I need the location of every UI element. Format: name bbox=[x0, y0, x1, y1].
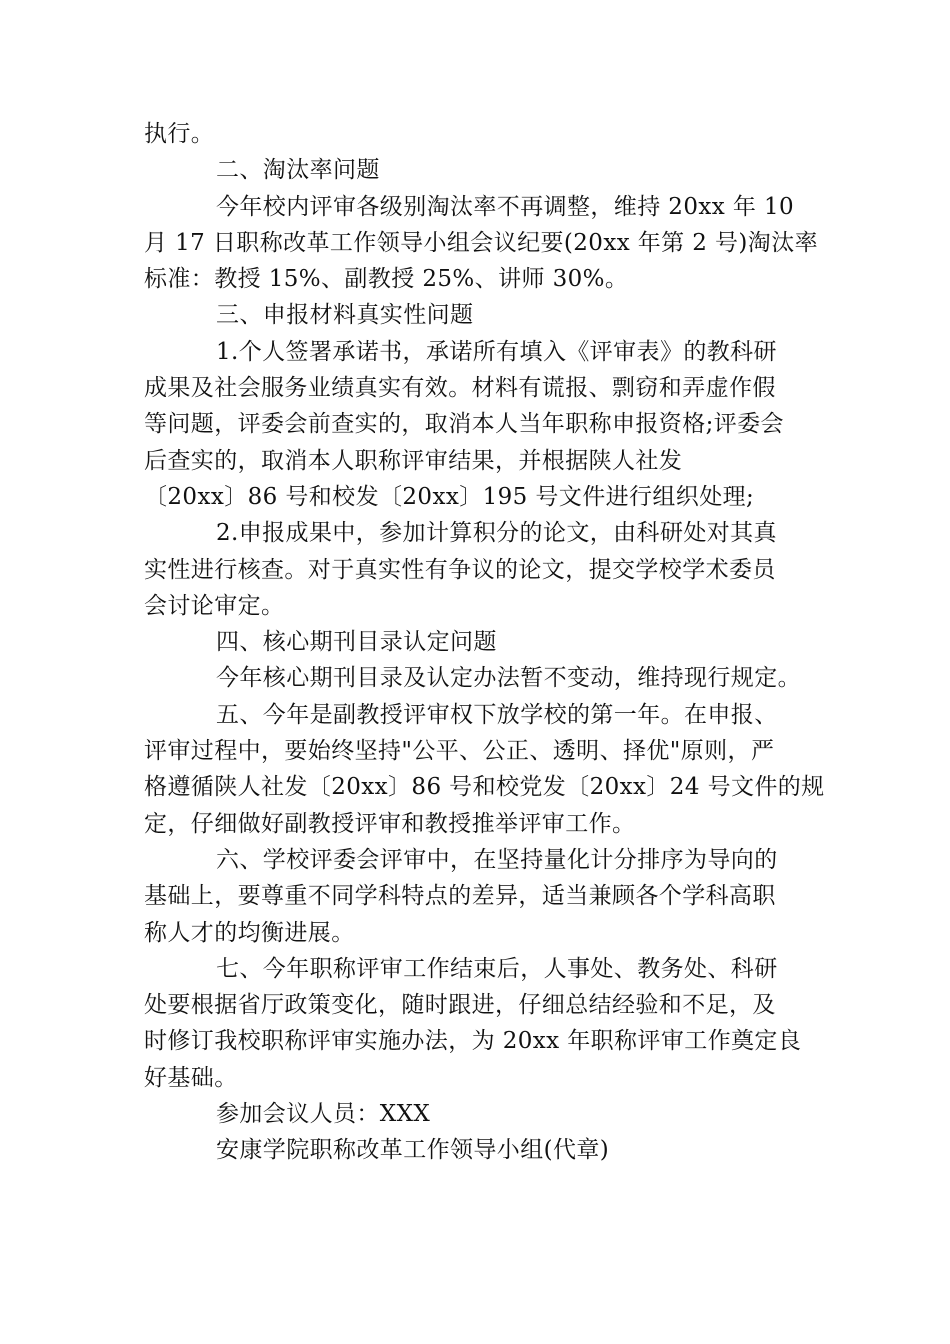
text-line: 会讨论审定。 bbox=[144, 592, 285, 619]
text-line: 五、今年是副教授评审权下放学校的第一年。在申报、 bbox=[216, 701, 778, 728]
text-line: 标准：教授 15%、副教授 25%、讲师 30%。 bbox=[144, 266, 629, 293]
text-line: 处要根据省厅政策变化，随时跟进，仔细总结经验和不足，及 bbox=[144, 992, 776, 1019]
text-line: 七、今年职称评审工作结束后，人事处、教务处、科研 bbox=[216, 955, 778, 982]
text-line: 今年校内评审各级别淘汰率不再调整，维持 20xx 年 10 bbox=[216, 193, 795, 220]
text-line: 月 17 日职称改革工作领导小组会议纪要(20xx 年第 2 号)淘汰率 bbox=[144, 229, 819, 256]
text-line: 实性进行核查。对于真实性有争议的论文，提交学校学术委员 bbox=[144, 556, 776, 583]
text-line: 〔20xx〕86 号和校发〔20xx〕195 号文件进行组织处理; bbox=[144, 483, 755, 510]
text-line: 定，仔细做好副教授评审和教授推举评审工作。 bbox=[144, 810, 636, 837]
text-line: 六、学校评委会评审中，在坚持量化计分排序为导向的 bbox=[216, 846, 778, 873]
text-line: 时修订我校职称评审实施办法，为 20xx 年职称评审工作奠定良 bbox=[144, 1028, 802, 1055]
text-line: 1.个人签署承诺书，承诺所有填入《评审表》的教科研 bbox=[216, 338, 777, 365]
text-line: 评审过程中，要始终坚持"公平、公正、透明、择优"原则，严 bbox=[144, 738, 775, 765]
text-line: 执行。 bbox=[144, 121, 215, 147]
text-line: 二、淘汰率问题 bbox=[216, 157, 380, 184]
text-line: 基础上，要尊重不同学科特点的差异，适当兼顾各个学科高职 bbox=[144, 883, 776, 910]
text-line: 后查实的，取消本人职称评审结果，并根据陕人社发 bbox=[144, 447, 683, 474]
text-line: 三、申报材料真实性问题 bbox=[216, 302, 474, 329]
document-body bbox=[144, 116, 825, 1169]
text-line: 安康学院职称改革工作领导小组(代章) bbox=[216, 1137, 610, 1164]
text-line: 四、核心期刊目录认定问题 bbox=[216, 629, 497, 656]
text-line: 好基础。 bbox=[144, 1064, 238, 1091]
text-line: 成果及社会服务业绩真实有效。材料有谎报、剽窃和弄虚作假 bbox=[144, 375, 776, 402]
text-line: 今年核心期刊目录及认定办法暂不变动，维持现行规定。 bbox=[216, 665, 801, 692]
text-line: 称人才的均衡进展。 bbox=[144, 919, 355, 946]
text-line: 等问题，评委会前查实的，取消本人当年职称申报资格;评委会 bbox=[144, 411, 784, 438]
text-line: 2.申报成果中，参加计算积分的论文，由科研处对其真 bbox=[216, 520, 777, 547]
text-line: 格遵循陕人社发〔20xx〕86 号和校党发〔20xx〕24 号文件的规 bbox=[144, 774, 825, 801]
text-line: 参加会议人员：XXX bbox=[216, 1101, 431, 1128]
